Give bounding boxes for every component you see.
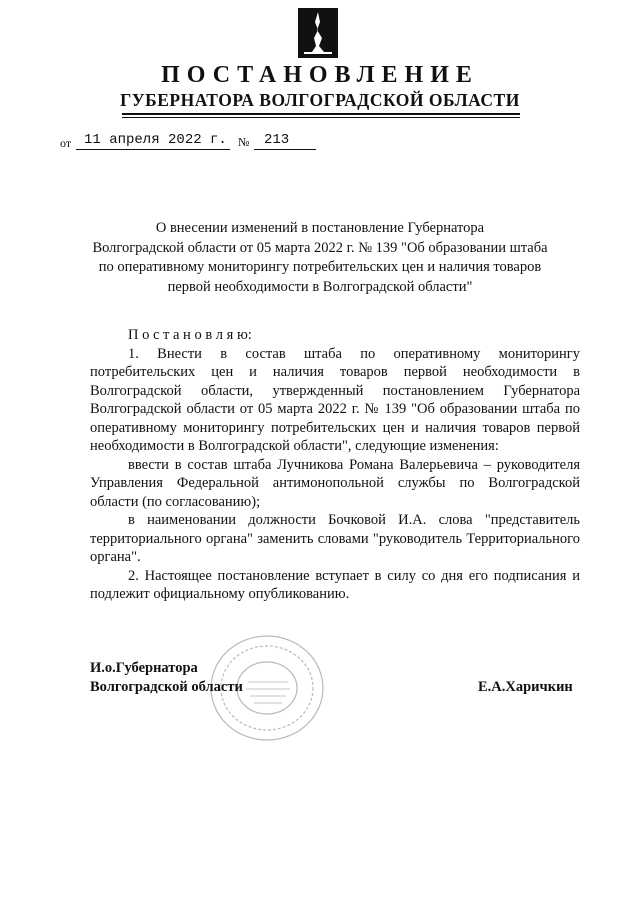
coat-of-arms-emblem — [298, 8, 338, 58]
date-underline — [76, 149, 230, 150]
heading-line: по оперативному мониторингу потребительских цен и наличия товаров — [98, 259, 542, 275]
document-number: 213 — [264, 132, 290, 148]
position-line: И.о.Губернатора — [90, 660, 198, 676]
from-label: от — [60, 136, 72, 150]
position-line: Волгоградской области — [90, 679, 243, 695]
number-underline — [254, 149, 316, 150]
paragraph-1: 1. Внести в состав штаба по оперативному мониторингу потребительских цен и наличия товаров первой необходимости в Волгоградской области, утвержденный постановлением Губернатора Волгоградской области от 05 марта 2022 г. № 139 "Об образовании штаба по оперативному мониторингу потребительских цен и наличия товаров первой необходимости в Волгоградской области", следующие изменения: — [90, 345, 580, 454]
number-label: № — [238, 135, 250, 149]
signatory-name: Е.А.Харичкин — [478, 679, 573, 695]
heading-line: О внесении изменений в постановление Губернатора — [155, 220, 485, 236]
paragraph-1b: в наименовании должности Бочковой И.А. слова "представитель территориального органа" заменить словами "руководитель Территориального органа". — [90, 512, 580, 565]
document-heading — [60, 219, 580, 297]
paragraph-2: 2. Настоящее постановление вступает в силу со дня его подписания и подлежит официальному опубликованию. — [90, 567, 580, 602]
signatory-position — [90, 659, 243, 697]
document-title: ПОСТАНОВЛЕНИЕ — [161, 62, 479, 88]
document-subtitle: ГУБЕРНАТОРА ВОЛГОГРАДСКОЙ ОБЛАСТИ — [120, 90, 520, 110]
document-body — [90, 326, 580, 604]
heading-line: Волгоградской области от 05 марта 2022 г. № 139 "Об образовании штаба — [92, 239, 548, 256]
header-rule-thin — [122, 117, 520, 118]
header-rule-thick — [122, 113, 520, 115]
heading-line: первой необходимости в Волгоградской области" — [167, 278, 473, 295]
resolve-intro: П о с т а н о в л я ю: — [128, 327, 252, 343]
paragraph-1a: ввести в состав штаба Лучникова Романа Валерьевича – руководителя Управления Федеральной антимонопольной службы по Волгоградской области (по согласованию); — [90, 456, 580, 510]
document-date: 11 апреля 2022 г. — [84, 132, 227, 148]
